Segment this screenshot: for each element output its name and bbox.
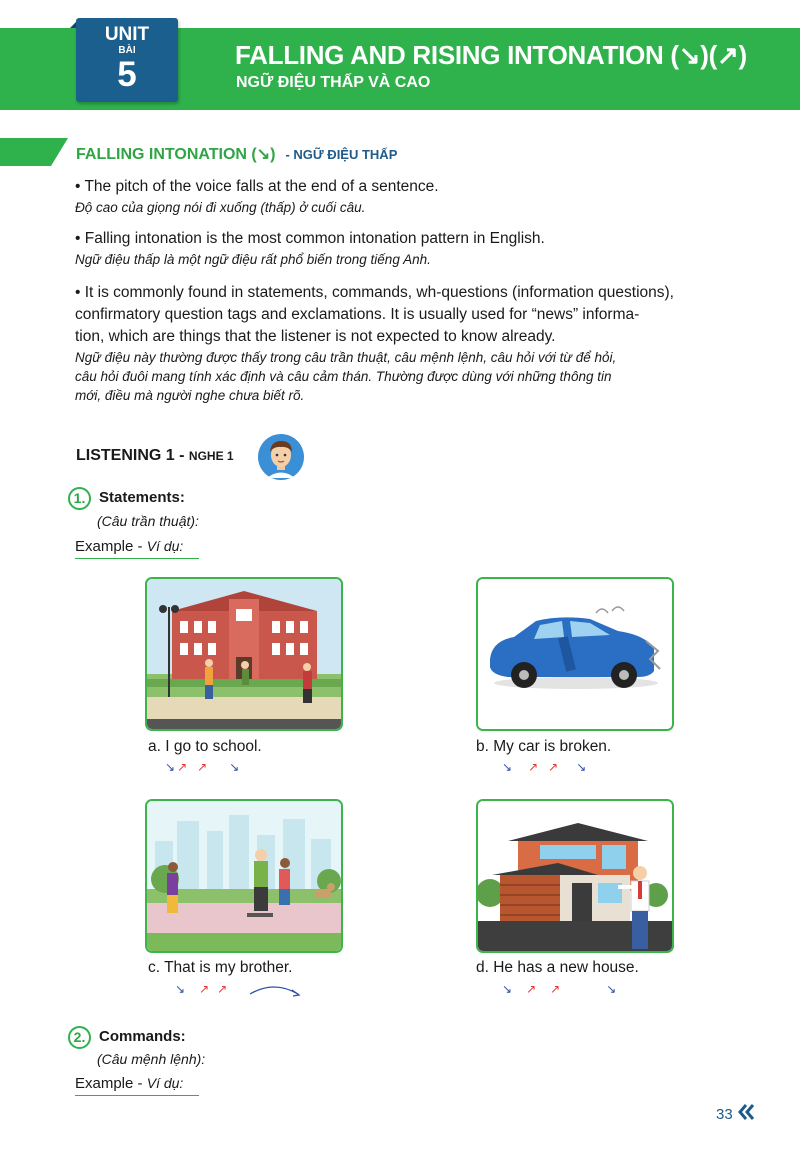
example-b-caption: b. My car is broken. (476, 738, 612, 755)
point-1 (75, 176, 735, 217)
item-2-example-label (75, 1075, 199, 1096)
unit-label: UNIT (104, 24, 150, 45)
point-2 (75, 228, 735, 269)
bai-label: BÀI (118, 45, 136, 56)
item-2-heading: Commands: (99, 1028, 186, 1045)
listening-title (76, 447, 234, 465)
point-1-en: • The pitch of the voice falls at the end of a sentence. (75, 178, 439, 195)
example-c-caption: c. That is my brother. (148, 959, 293, 976)
point-1-vi: Độ cao của giọng nói đi xuống (thấp) ở cuối câu. (75, 200, 366, 215)
rising-arrow-icon: ↗ (197, 760, 208, 774)
example-a-caption: a. I go to school. (148, 738, 262, 755)
example-label-en: Example - (75, 538, 147, 555)
section-bar (0, 138, 68, 166)
example-label-en: Example - (75, 1075, 147, 1092)
page-title: FALLING AND RISING INTONATION (↘)(↗) (235, 40, 747, 70)
item-number-2: 2. (68, 1026, 91, 1049)
point-3-en-line: confirmatory question tags and exclamations. It is usually used for “news” informa- (75, 306, 640, 323)
rising-arrow-icon: ↗ (526, 982, 537, 996)
point-3-vi-line: câu hỏi đuôi mang tính xác định và câu cảm thán. Thường được dùng với những thông tin (75, 369, 612, 384)
point-3-en-line: • It is commonly found in statements, commands, wh-questions (information questions), (75, 284, 674, 301)
falling-arrow-icon: ↘ (576, 760, 587, 774)
item-1-subheading: (Câu trần thuật): (97, 513, 199, 529)
falling-arrow-icon: ↘ (502, 760, 513, 774)
item-number-1: 1. (68, 487, 91, 510)
rising-arrow-icon: ↗ (199, 982, 210, 996)
example-label-vi: Ví dụ: (146, 538, 184, 554)
page-subtitle: NGỮ ĐIỆU THẤP VÀ CAO (236, 74, 431, 91)
falling-arrow-icon: ↘ (175, 982, 186, 996)
falling-arrow-icon: ↘ (606, 982, 617, 996)
rising-arrow-icon: ↗ (177, 760, 188, 774)
point-3-vi-line: Ngữ điệu này thường được thấy trong câu trần thuật, câu mệnh lệnh, câu hỏi với từ để hỏi, (75, 350, 617, 365)
listening-title-vn: NGHE 1 (188, 449, 234, 463)
example-b-intonation (502, 760, 586, 774)
double-chevron-left-icon[interactable] (737, 1103, 755, 1121)
unit-badge (76, 18, 178, 102)
broken-car-illustration (476, 577, 674, 731)
listening-title-en: LISTENING 1 - (76, 447, 189, 464)
section-title (76, 144, 397, 164)
rising-arrow-icon: ↗ (548, 760, 559, 774)
rising-arrow-icon: ↗ (217, 982, 228, 996)
point-3-vi-line: mới, điều mà người nghe chưa biết rõ. (75, 388, 305, 403)
item-1-example-label (75, 538, 199, 559)
rising-arrow-icon: ↗ (550, 982, 561, 996)
school-illustration (145, 577, 343, 731)
falling-arrow-icon: ↘ (165, 760, 176, 774)
example-c-intonation (175, 982, 227, 996)
linking-curve-icon (248, 982, 304, 998)
example-label-vi: Ví dụ: (146, 1075, 184, 1091)
item-1-heading: Statements: (99, 489, 185, 506)
item-2-subheading: (Câu mệnh lệnh): (97, 1051, 206, 1067)
falling-arrow-icon: ↘ (229, 760, 240, 774)
example-d-intonation (502, 982, 616, 996)
section-title-vn: - NGỮ ĐIỆU THẤP (285, 147, 398, 162)
rising-arrow-icon: ↗ (528, 760, 539, 774)
point-2-vi: Ngữ điệu thấp là một ngữ điệu rất phổ biến trong tiếng Anh. (75, 252, 431, 267)
unit-number: 5 (117, 55, 137, 94)
example-d-caption: d. He has a new house. (476, 959, 639, 976)
park-illustration (145, 799, 343, 953)
point-3-en-line: tion, which are things that the listener is not expected to know already. (75, 328, 556, 345)
page-number: 33 (716, 1106, 733, 1123)
narrator-avatar-icon[interactable] (258, 434, 304, 480)
point-3 (75, 282, 735, 405)
falling-arrow-icon: ↘ (502, 982, 513, 996)
section-title-en: FALLING INTONATION (↘) (76, 146, 276, 163)
example-a-intonation (165, 760, 239, 774)
house-illustration (476, 799, 674, 953)
point-2-en: • Falling intonation is the most common intonation pattern in English. (75, 230, 545, 247)
